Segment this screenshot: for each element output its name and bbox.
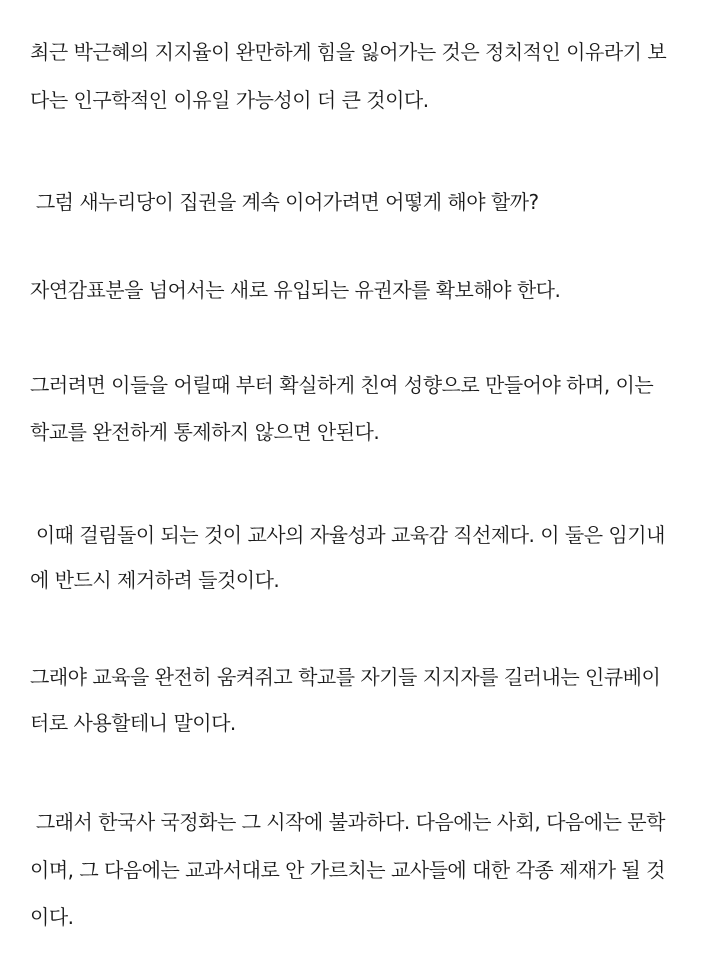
paragraph-6-line-2: 터로 사용할테니 말이다. (30, 711, 236, 735)
paragraph-7-line-1: 그래서 한국사 국정화는 그 시작에 불과하다. 다음에는 사회, 다음에는 문학 (30, 810, 665, 834)
paragraph-1-line-1: 최근 박근혜의 지지율이 완만하게 힘을 잃어가는 것은 정치적인 이유라기 보 (30, 40, 667, 64)
paragraph-1-line-2: 다는 인구학적인 이유일 가능성이 더 큰 것이다. (30, 88, 429, 112)
paragraph-5-line-2: 에 반드시 제거하려 들것이다. (30, 568, 280, 592)
paragraph-3-line-1: 자연감표분을 넘어서는 새로 유입되는 유권자를 확보해야 한다. (30, 278, 561, 302)
paragraph-5-line-1: 이때 걸림돌이 되는 것이 교사의 자율성과 교육감 직선제다. 이 둘은 임기내 (30, 523, 665, 547)
paragraph-4-line-2: 학교를 완전하게 통제하지 않으면 안된다. (30, 420, 380, 444)
paragraph-4-line-1: 그러려면 이들을 어릴때 부터 확실하게 친여 성향으로 만들어야 하며, 이는 (30, 373, 654, 397)
paragraph-2-line-1: 그럼 새누리당이 집권을 계속 이어가려면 어떻게 해야 할까? (30, 190, 539, 214)
paragraph-6-line-1: 그래야 교육을 완전히 움켜쥐고 학교를 자기들 지지자를 길러내는 인큐베이 (30, 665, 661, 689)
paragraph-7-line-3: 이다. (30, 905, 74, 929)
paragraph-7-line-2: 이며, 그 다음에는 교과서대로 안 가르치는 교사들에 대한 각종 제재가 될 것 (30, 858, 665, 882)
